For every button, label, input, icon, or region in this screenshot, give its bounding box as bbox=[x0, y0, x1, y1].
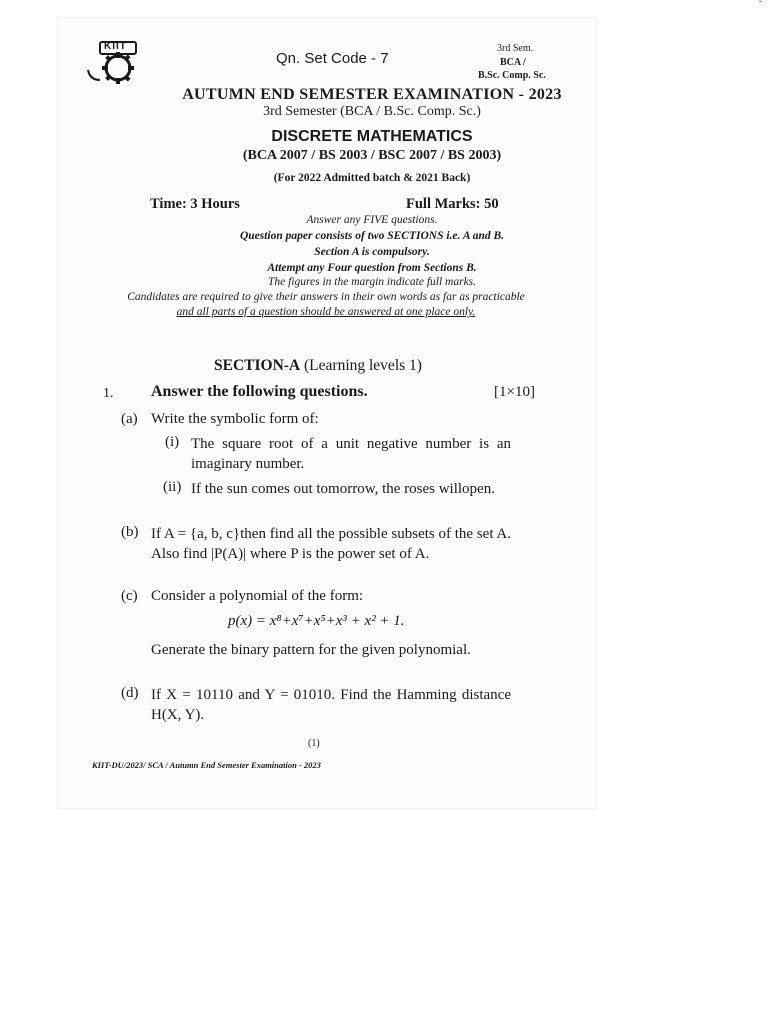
set-code: Qn. Set Code - 7 bbox=[276, 50, 389, 67]
logo-text: KIIT bbox=[104, 41, 127, 52]
corner-mark: ˇ bbox=[758, 0, 762, 11]
section-subtitle: (Learning levels 1) bbox=[304, 357, 422, 374]
question-text: Answer the following questions. bbox=[151, 383, 368, 400]
corner-sem: 3rd Sem. bbox=[497, 43, 534, 54]
footer-code: KIIT-DU/2023/ SCA / Autumn End Semester Examination - 2023 bbox=[92, 760, 321, 770]
part-a-ii-label: (ii) bbox=[163, 479, 182, 495]
part-a-i-label: (i) bbox=[165, 434, 180, 450]
course-codes: (BCA 2007 / BS 2003 / BSC 2007 / BS 2003) bbox=[242, 148, 502, 163]
part-b-label: (b) bbox=[121, 524, 139, 540]
instruction-6: Candidates are required to give their answers in their own words as far as practicable bbox=[127, 291, 525, 303]
instruction-4: Attempt any Four question from Sections B. bbox=[267, 262, 477, 274]
corner-course: BCA / bbox=[500, 57, 526, 68]
instruction-7: and all parts of a question should be answered at one place only. bbox=[176, 306, 476, 318]
batch-info: (For 2022 Admitted batch & 2021 Back) bbox=[273, 172, 471, 184]
question-marks: [1×10] bbox=[494, 384, 535, 400]
part-a-label: (a) bbox=[121, 411, 138, 427]
instruction-1: Answer any FIVE questions. bbox=[306, 214, 438, 226]
part-a-text: Write the symbolic form of: bbox=[151, 411, 319, 427]
instruction-3: Section A is compulsory. bbox=[314, 246, 430, 258]
page-number: (1) bbox=[308, 738, 320, 749]
part-d-text: If X = 10110 and Y = 01010. Find the Hamming distance H(X, Y). bbox=[151, 687, 511, 723]
corner-course-2: B.Sc. Comp. Sc. bbox=[478, 70, 546, 81]
part-a-i-text: The square root of a unit negative number is an imaginary number. bbox=[191, 436, 511, 472]
part-c-text: Consider a polynomial of the form: bbox=[151, 588, 364, 604]
instruction-2: Question paper consists of two SECTIONS i.e. A and B. bbox=[239, 230, 505, 242]
subject-title: DISCRETE MATHEMATICS bbox=[271, 128, 473, 145]
part-c-text-2: Generate the binary pattern for the given polynomial. bbox=[151, 642, 471, 658]
part-c-formula: p(x) = x⁸+x⁷+x⁵+x³ + x² + 1. bbox=[228, 613, 405, 629]
part-d-label: (d) bbox=[121, 685, 139, 701]
university-logo bbox=[84, 40, 152, 86]
exam-title: AUTUMN END SEMESTER EXAMINATION - 2023 bbox=[182, 86, 562, 103]
exam-time: Time: 3 Hours bbox=[150, 196, 240, 212]
part-b-text: If A = {a, b, c}then find all the possible subsets of the set A. Also find |P(A)| where P is the power set of A. bbox=[151, 526, 511, 562]
semester-line: 3rd Semester (BCA / B.Sc. Comp. Sc.) bbox=[263, 104, 481, 119]
full-marks: Full Marks: 50 bbox=[406, 196, 499, 212]
section-title: SECTION-A bbox=[214, 357, 301, 374]
part-a-ii-text: If the sun comes out tomorrow, the roses willopen. bbox=[191, 481, 495, 497]
instruction-5: The figures in the margin indicate full marks. bbox=[267, 276, 477, 288]
part-c-label: (c) bbox=[121, 588, 138, 604]
question-number: 1. bbox=[103, 386, 114, 401]
section-heading bbox=[214, 357, 422, 375]
